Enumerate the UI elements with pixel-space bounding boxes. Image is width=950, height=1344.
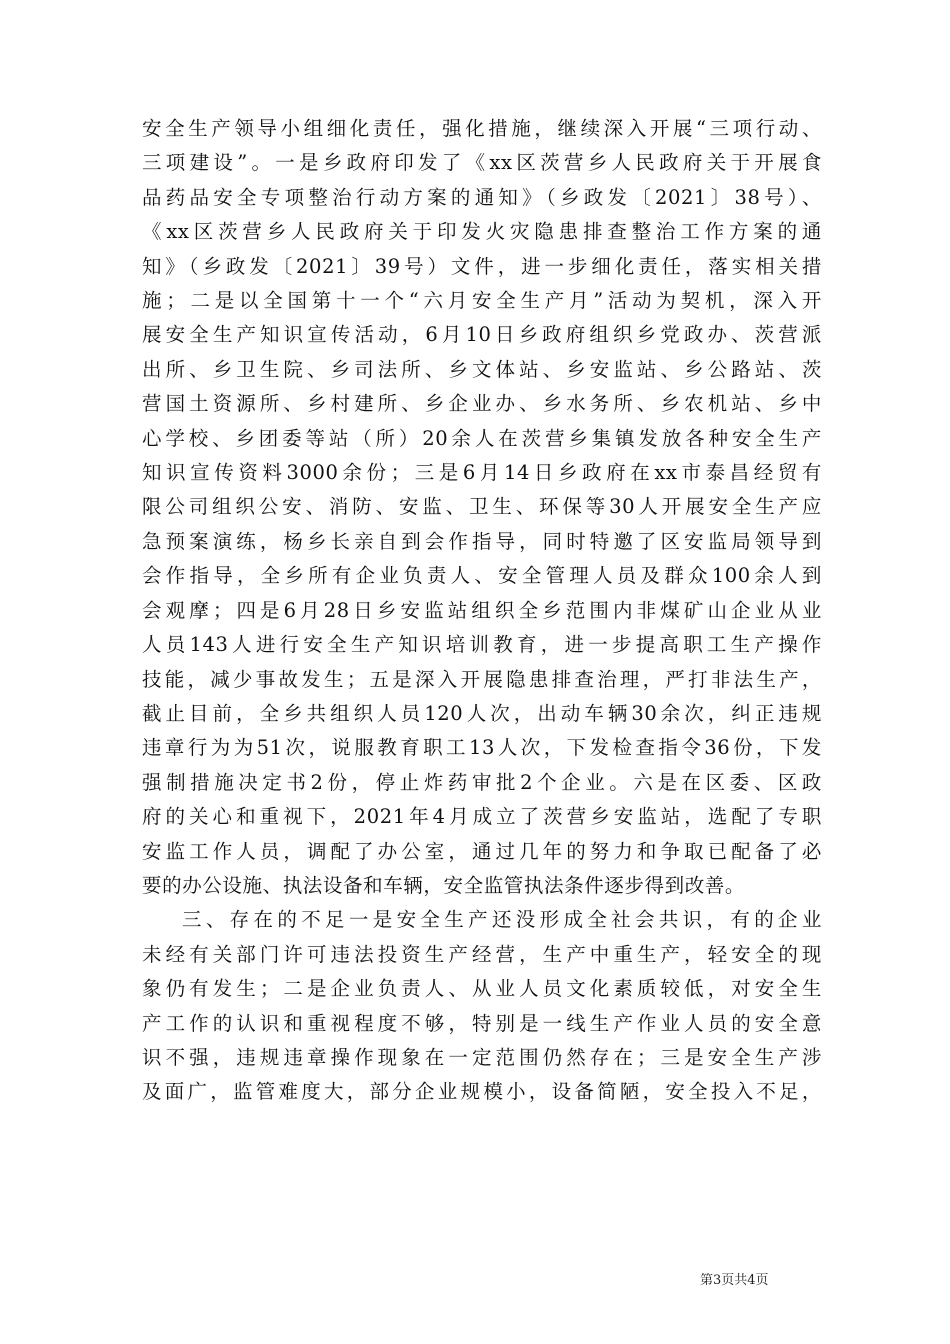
text-line: 产工作的认识和重视程度不够，特别是一线生产作业人员的安全意	[142, 1011, 822, 1035]
text-line: 安监工作人员，调配了办公室，通过几年的努力和争取已配备了必	[142, 839, 822, 863]
text-line: 要的办公设施、执法设备和车辆，安全监管执法条件逐步得到改善。	[142, 873, 746, 897]
text-line: 急预案演练，杨乡长亲自到会作指导，同时特邀了区安监局领导到	[142, 529, 822, 553]
text-line: 展安全生产知识宣传活动，6月10日乡政府组织乡党政办、茨营派	[142, 323, 822, 347]
text-line: 识不强，违规违章操作现象在一定范围仍然存在；三是安全生产涉	[142, 1045, 822, 1069]
text-line: 知》（乡政发〔2021〕39号）文件，进一步细化责任，落实相关措	[142, 254, 822, 278]
text-line: 心学校、乡团委等站（所）20余人在茨营乡集镇发放各种安全生产	[142, 426, 822, 450]
text-line: 会作指导，全乡所有企业负责人、安全管理人员及群众100余人到	[142, 564, 822, 588]
document-body	[142, 112, 822, 1110]
text-line: 知识宣传资料3000余份；三是6月14日乡政府在xx市泰昌经贸有	[142, 461, 822, 485]
text-line: 及面广，监管难度大，部分企业规模小，设备简陋，安全投入不足，	[142, 1080, 822, 1104]
text-line: 人员143人进行安全生产知识培训教育，进一步提高职工生产操作	[142, 633, 822, 657]
text-line: 《xx区茨营乡人民政府关于印发火灾隐患排查整治工作方案的通	[142, 220, 822, 244]
text-line: 品药品安全专项整治行动方案的通知》（乡政发〔2021〕38号）、	[142, 185, 822, 209]
text-line: 象仍有发生；二是企业负责人、从业人员文化素质较低，对安全生	[142, 977, 822, 1001]
paragraph-start-line: 三、存在的不足一是安全生产还没形成全社会共识，有的企业	[182, 908, 822, 932]
text-line: 施；二是以全国第十一个“六月安全生产月”活动为契机，深入开	[142, 289, 822, 313]
text-line: 会观摩；四是6月28日乡安监站组织全乡范围内非煤矿山企业从业	[142, 598, 822, 622]
text-line: 未经有关部门许可违法投资生产经营，生产中重生产，轻安全的现	[142, 942, 822, 966]
text-line: 违章行为为51次，说服教育职工13人次，下发检查指令36份，下发	[142, 736, 822, 760]
text-line: 三项建设”。一是乡政府印发了《xx区茨营乡人民政府关于开展食	[142, 151, 822, 175]
text-line: 营国土资源所、乡村建所、乡企业办、乡水务所、乡农机站、乡中	[142, 392, 822, 416]
text-line: 技能，减少事故发生；五是深入开展隐患排查治理，严打非法生产，	[142, 667, 822, 691]
text-line: 府的关心和重视下，2021年4月成立了茨营乡安监站，选配了专职	[142, 805, 822, 829]
text-line: 出所、乡卫生院、乡司法所、乡文体站、乡安监站、乡公路站、茨	[142, 357, 822, 381]
text-line: 强制措施决定书2份，停止炸药审批2个企业。六是在区委、区政	[142, 770, 822, 794]
text-line: 截止目前，全乡共组织人员120人次，出动车辆30余次，纠正违规	[142, 701, 822, 725]
text-line: 安全生产领导小组细化责任，强化措施，继续深入开展“三项行动、	[142, 117, 822, 140]
text-line: 限公司组织公安、消防、安监、卫生、环保等30人开展安全生产应	[142, 495, 822, 519]
page-number: 第3页共4页	[700, 1273, 769, 1288]
